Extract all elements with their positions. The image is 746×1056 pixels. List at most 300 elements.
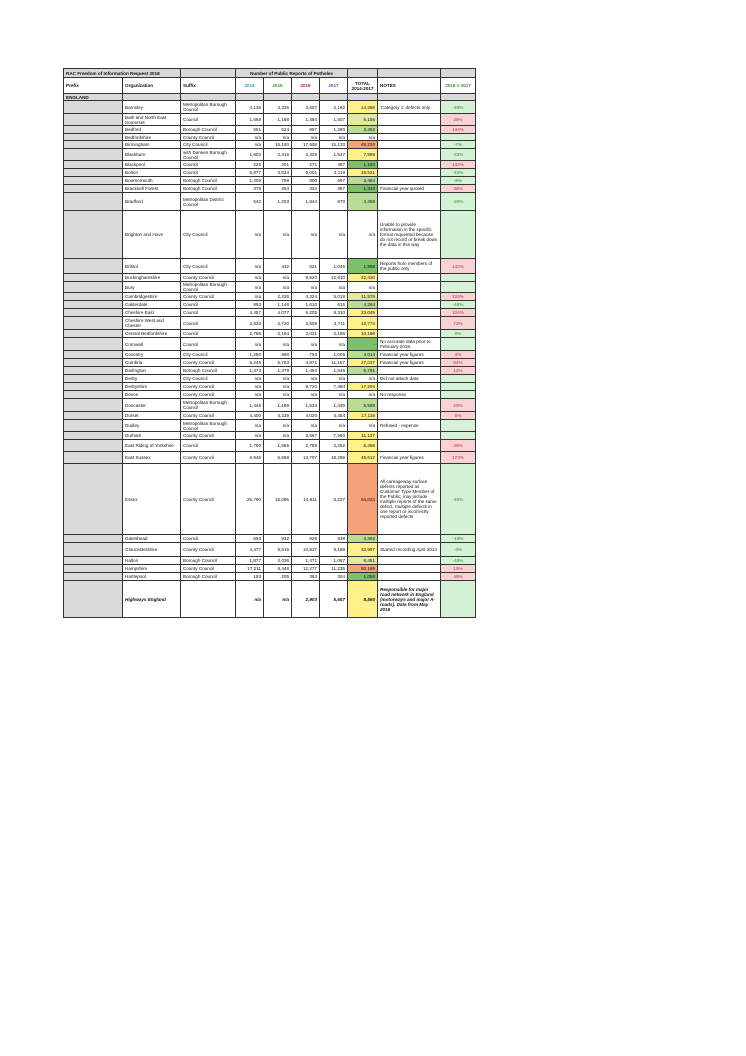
- notes-cell: [378, 169, 441, 177]
- total-cell: 1,998: [348, 259, 378, 274]
- change-cell: 0%: [441, 330, 476, 338]
- value-2014-cell: 378: [236, 185, 264, 193]
- value-2016-cell: n/a: [292, 211, 320, 259]
- suffix-cell: Council: [181, 301, 236, 309]
- value-2016-cell: 800: [292, 177, 320, 185]
- value-2016-cell: 3,509: [292, 317, 320, 330]
- value-2017-cell: 12,910: [320, 274, 348, 282]
- header-prefix: Prefix: [64, 78, 123, 94]
- value-2017-cell: n/a: [320, 282, 348, 293]
- table-row: [64, 383, 476, 391]
- value-2015-cell: n/a: [264, 420, 292, 432]
- value-2016-cell: n/a: [292, 282, 320, 293]
- value-2016-cell: 4,871: [292, 359, 320, 367]
- table-row: [64, 259, 476, 274]
- value-2016-cell: 6,205: [292, 309, 320, 317]
- value-2015-cell: n/a: [264, 383, 292, 391]
- total-cell: 10,196: [348, 330, 378, 338]
- value-2016-cell: 364: [292, 573, 320, 581]
- value-2016-cell: 2,329: [292, 149, 320, 161]
- value-2016-cell: 997: [292, 126, 320, 134]
- value-2017-cell: 2,252: [320, 440, 348, 452]
- value-2015-cell: 201: [264, 161, 292, 169]
- total-cell: 13,773: [348, 317, 378, 330]
- value-2017-cell: 4,711: [320, 317, 348, 330]
- suffix-cell: County Council: [181, 293, 236, 301]
- value-2016-cell: 2,903: [292, 581, 320, 618]
- value-2017-cell: 4,454: [320, 412, 348, 420]
- total-cell: 6,156: [348, 114, 378, 126]
- prefix-cell: [64, 452, 123, 464]
- change-cell: 5%: [441, 412, 476, 420]
- change-cell: -45%: [441, 464, 476, 535]
- value-2017-cell: 367: [320, 185, 348, 193]
- total-cell: 33,997: [348, 543, 378, 557]
- organization-cell: Cheshire West and Chester: [123, 317, 181, 330]
- notes-cell: All carriageway surface defects reported as Customer Type Member of the Public; may include multiple reports of the same defect, multiple defects in one report or incorrectly reported defects: [378, 464, 441, 535]
- suffix-cell: County Council: [181, 391, 236, 399]
- value-2016-cell: 3,607: [292, 101, 320, 114]
- change-cell: 94%: [441, 359, 476, 367]
- header-suffix: Suffix: [181, 78, 236, 94]
- value-2015-cell: 9,446: [264, 565, 292, 573]
- suffix-cell: County Council: [181, 359, 236, 367]
- value-2016-cell: 4,026: [292, 412, 320, 420]
- value-2017-cell: 2,119: [320, 169, 348, 177]
- organization-cell: Cheshire East: [123, 309, 181, 317]
- prefix-cell: [64, 535, 123, 543]
- value-2015-cell: 759: [264, 177, 292, 185]
- notes-cell: No accurate data prior to February 2018.: [378, 338, 441, 351]
- value-2014-cell: n/a: [236, 134, 264, 141]
- value-2015-cell: n/a: [264, 432, 292, 440]
- suffix-cell: City Council: [181, 259, 236, 274]
- suffix-cell: Metropolitan Borough Council: [181, 282, 236, 293]
- header-2014: 2014: [236, 78, 264, 94]
- suffix-cell: County Council: [181, 383, 236, 391]
- value-2017-cell: 11,157: [320, 359, 348, 367]
- total-cell: 5,599: [348, 399, 378, 412]
- change-cell: -10%: [441, 535, 476, 543]
- prefix-cell: [64, 185, 123, 193]
- suffix-cell: Council: [181, 330, 236, 338]
- notes-cell: [378, 149, 441, 161]
- change-cell: 35%: [441, 440, 476, 452]
- value-2015-cell: 1,166: [264, 114, 292, 126]
- table-row: [64, 399, 476, 412]
- value-2017-cell: 1,045: [320, 259, 348, 274]
- table-row: [64, 420, 476, 432]
- notes-cell: [378, 309, 441, 317]
- notes-cell: [378, 177, 441, 185]
- table-row: [64, 359, 476, 367]
- notes-cell: Financial year figures: [378, 351, 441, 359]
- value-2016-cell: 9,720: [292, 383, 320, 391]
- prefix-cell: [64, 134, 123, 141]
- value-2014-cell: 542: [236, 193, 264, 211]
- value-2014-cell: 1,669: [236, 114, 264, 126]
- table-row: [64, 367, 476, 375]
- notes-cell: [378, 114, 441, 126]
- value-2014-cell: 4,477: [236, 543, 264, 557]
- suffix-cell: Metropolitan Borough Council: [181, 101, 236, 114]
- prefix-cell: [64, 565, 123, 573]
- prefix-cell: [64, 420, 123, 432]
- suffix-cell: Council: [181, 161, 236, 169]
- value-2015-cell: n/a: [264, 581, 292, 618]
- change-cell: -3%: [441, 543, 476, 557]
- value-2016-cell: 928: [292, 535, 320, 543]
- value-2016-cell: n/a: [292, 391, 320, 399]
- prefix-cell: [64, 282, 123, 293]
- prefix-cell: [64, 391, 123, 399]
- change-cell: 48%: [441, 573, 476, 581]
- value-2017-cell: 487: [320, 161, 348, 169]
- value-2017-cell: 7,560: [320, 432, 348, 440]
- organization-cell: Halton: [123, 557, 181, 565]
- notes-cell: 'Category 1' defects only: [378, 101, 441, 114]
- notes-cell: [378, 301, 441, 309]
- header-notes: NOTES: [378, 78, 441, 94]
- suffix-cell: County Council: [181, 412, 236, 420]
- change-cell: 142%: [441, 161, 476, 169]
- table-row: [64, 211, 476, 259]
- value-2015-cell: 15,085: [264, 464, 292, 535]
- change-cell: 104%: [441, 309, 476, 317]
- organization-cell: Bournemouth: [123, 177, 181, 185]
- total-cell: n/a: [348, 375, 378, 383]
- suffix-cell: City Council: [181, 375, 236, 383]
- change-cell: [441, 581, 476, 618]
- value-2015-cell: 4,335: [264, 101, 292, 114]
- table-row: [64, 581, 476, 618]
- table-row: [64, 101, 476, 114]
- change-cell: [441, 274, 476, 282]
- value-2015-cell: 524: [264, 126, 292, 134]
- value-2017-cell: 2,186: [320, 330, 348, 338]
- table-row: [64, 317, 476, 330]
- prefix-cell: [64, 161, 123, 169]
- header-organization: Organization: [123, 78, 181, 94]
- organization-cell: Gloucestershire: [123, 543, 181, 557]
- organization-cell: Durham: [123, 432, 181, 440]
- value-2017-cell: 1,430: [320, 399, 348, 412]
- organization-cell: Dorset: [123, 412, 181, 420]
- prefix-cell: [64, 367, 123, 375]
- value-2015-cell: n/a: [264, 211, 292, 259]
- notes-cell: [378, 367, 441, 375]
- organization-cell: Doncaster: [123, 399, 181, 412]
- notes-cell: No response: [378, 391, 441, 399]
- suffix-cell: Council: [181, 338, 236, 351]
- value-2016-cell: 793: [292, 351, 320, 359]
- value-2017-cell: 839: [320, 535, 348, 543]
- value-2014-cell: 6,877: [236, 169, 264, 177]
- sheet-title: RAC Freedom of Information Request 2018: [64, 69, 181, 78]
- table-row: [64, 177, 476, 185]
- total-cell: 7,995: [348, 149, 378, 161]
- notes-cell: [378, 535, 441, 543]
- organization-cell: Brighton and Hove: [123, 211, 181, 259]
- change-cell: 142%: [441, 259, 476, 274]
- value-2016-cell: 1,471: [292, 557, 320, 565]
- header-2016: 2016: [292, 78, 320, 94]
- total-cell: 11,127: [348, 432, 378, 440]
- prefix-cell: [64, 141, 123, 149]
- total-cell: 3,392: [348, 535, 378, 543]
- prefix-cell: [64, 330, 123, 338]
- value-2014-cell: 4,400: [236, 412, 264, 420]
- table-row: [64, 391, 476, 399]
- table-row: [64, 432, 476, 440]
- value-2014-cell: 5,246: [236, 359, 264, 367]
- notes-cell: Unable to provide information in the specific format requested because do not record or break down the data in this way: [378, 211, 441, 259]
- value-2016-cell: n/a: [292, 134, 320, 141]
- value-2014-cell: 1,373: [236, 367, 264, 375]
- prefix-cell: [64, 440, 123, 452]
- prefix-cell: [64, 274, 123, 282]
- value-2014-cell: 651: [236, 126, 264, 134]
- prefix-cell: [64, 114, 123, 126]
- notes-cell: Refused - expense: [378, 420, 441, 432]
- suffix-cell: County Council: [181, 565, 236, 573]
- section-row: [64, 94, 476, 101]
- suffix-cell: Metropolitan District Council: [181, 193, 236, 211]
- value-2017-cell: 7,484: [320, 383, 348, 391]
- value-2014-cell: n/a: [236, 432, 264, 440]
- prefix-cell: [64, 351, 123, 359]
- value-2015-cell: 1,189: [264, 399, 292, 412]
- value-2015-cell: 1,146: [264, 301, 292, 309]
- value-2015-cell: 2,036: [264, 557, 292, 565]
- prefix-cell: [64, 383, 123, 391]
- organization-cell: Coventry: [123, 351, 181, 359]
- value-2015-cell: 6,698: [264, 452, 292, 464]
- section-label: ENGLAND: [64, 94, 123, 101]
- value-2017-cell: 697: [320, 177, 348, 185]
- table-row: [64, 293, 476, 301]
- total-cell: 5,791: [348, 367, 378, 375]
- notes-cell: [378, 293, 441, 301]
- table-row: [64, 573, 476, 581]
- organization-cell: Buckinghamshire: [123, 274, 181, 282]
- organization-cell: Highways England: [123, 581, 181, 618]
- total-cell: n/a: [348, 134, 378, 141]
- notes-cell: [378, 557, 441, 565]
- organization-cell: Derby: [123, 375, 181, 383]
- value-2016-cell: 521: [292, 259, 320, 274]
- suffix-cell: Borough Council: [181, 185, 236, 193]
- suffix-cell: City Council: [181, 211, 236, 259]
- change-cell: [441, 432, 476, 440]
- value-2015-cell: 4,077: [264, 309, 292, 317]
- notes-cell: [378, 282, 441, 293]
- suffix-cell: Borough Council: [181, 573, 236, 581]
- change-cell: 144%: [441, 126, 476, 134]
- value-2014-cell: 183: [236, 573, 264, 581]
- value-2017-cell: 15,133: [320, 141, 348, 149]
- value-2017-cell: 2,192: [320, 101, 348, 114]
- prefix-cell: [64, 573, 123, 581]
- value-2017-cell: 1,507: [320, 114, 348, 126]
- organization-cell: Bedfordshire: [123, 134, 181, 141]
- prefix-cell: [64, 177, 123, 185]
- notes-cell: Reports from members of the public only: [378, 259, 441, 274]
- total-cell: 8,560: [348, 581, 378, 618]
- value-2014-cell: 2,785: [236, 330, 264, 338]
- table-row: [64, 274, 476, 282]
- change-cell: -28%: [441, 193, 476, 211]
- value-2014-cell: n/a: [236, 375, 264, 383]
- value-2016-cell: 3,031: [292, 330, 320, 338]
- notes-cell: [378, 193, 441, 211]
- value-2017-cell: 1,547: [320, 149, 348, 161]
- suffix-cell: City Council: [181, 351, 236, 359]
- value-2014-cell: 1,209: [236, 177, 264, 185]
- table-row: [64, 557, 476, 565]
- total-cell: 50,169: [348, 565, 378, 573]
- total-cell: 1,343: [348, 185, 378, 193]
- organization-cell: Cambridgeshire: [123, 293, 181, 301]
- value-2015-cell: 1,203: [264, 193, 292, 211]
- value-2014-cell: 693: [236, 535, 264, 543]
- table-row: [64, 149, 476, 161]
- value-2017-cell: 1,545: [320, 367, 348, 375]
- value-2014-cell: 4,457: [236, 309, 264, 317]
- table-row: [64, 185, 476, 193]
- organization-cell: Calderdale: [123, 301, 181, 309]
- value-2016-cell: 6,001: [292, 169, 320, 177]
- value-2014-cell: n/a: [236, 581, 264, 618]
- value-2017-cell: n/a: [320, 420, 348, 432]
- total-cell: n/a: [348, 391, 378, 399]
- total-cell: 27,037: [348, 359, 378, 367]
- prefix-cell: [64, 193, 123, 211]
- value-2016-cell: 3,567: [292, 432, 320, 440]
- notes-cell: [378, 412, 441, 420]
- header-2017: 2017: [320, 78, 348, 94]
- value-2016-cell: 2,789: [292, 440, 320, 452]
- change-cell: 12%: [441, 367, 476, 375]
- value-2015-cell: 16,193: [264, 141, 292, 149]
- organization-cell: Bracknell Forest: [123, 185, 181, 193]
- table-row: [64, 535, 476, 543]
- header-change: 2015 v 2017: [441, 78, 476, 94]
- value-2014-cell: n/a: [236, 141, 264, 149]
- organization-cell: Darlington: [123, 367, 181, 375]
- value-2015-cell: 205: [264, 573, 292, 581]
- value-2014-cell: n/a: [236, 211, 264, 259]
- notes-cell: [378, 274, 441, 282]
- value-2015-cell: 264: [264, 185, 292, 193]
- value-2017-cell: n/a: [320, 134, 348, 141]
- table-row: [64, 193, 476, 211]
- value-2015-cell: n/a: [264, 134, 292, 141]
- notes-cell: [378, 330, 441, 338]
- suffix-cell: County Council: [181, 134, 236, 141]
- value-2016-cell: n/a: [292, 420, 320, 432]
- notes-cell: [378, 565, 441, 573]
- change-cell: 29%: [441, 114, 476, 126]
- organization-cell: Central Bedfordshire: [123, 330, 181, 338]
- value-2016-cell: n/a: [292, 375, 320, 383]
- notes-cell: [378, 317, 441, 330]
- prefix-cell: [64, 432, 123, 440]
- total-cell: 45,612: [348, 452, 378, 464]
- value-2017-cell: n/a: [320, 211, 348, 259]
- prefix-cell: [64, 581, 123, 618]
- organization-cell: Bedford: [123, 126, 181, 134]
- suffix-cell: Borough Council: [181, 126, 236, 134]
- notes-cell: [378, 161, 441, 169]
- value-2015-cell: 2,720: [264, 317, 292, 330]
- table-row: [64, 114, 476, 126]
- prefix-cell: [64, 317, 123, 330]
- suffix-cell: Metropolitan Borough Council: [181, 420, 236, 432]
- change-cell: -49%: [441, 101, 476, 114]
- prefix-cell: [64, 293, 123, 301]
- total-cell: 11,578: [348, 293, 378, 301]
- change-cell: -46%: [441, 301, 476, 309]
- value-2016-cell: 1,494: [292, 114, 320, 126]
- change-cell: [441, 282, 476, 293]
- value-2017-cell: 11,235: [320, 565, 348, 573]
- value-2014-cell: n/a: [236, 383, 264, 391]
- change-cell: [441, 211, 476, 259]
- suffix-cell: [181, 581, 236, 618]
- value-2014-cell: n/a: [236, 420, 264, 432]
- value-2015-cell: n/a: [264, 274, 292, 282]
- prefix-cell: [64, 557, 123, 565]
- value-2016-cell: 1,494: [292, 367, 320, 375]
- table-row: [64, 565, 476, 573]
- prefix-cell: [64, 399, 123, 412]
- value-2014-cell: n/a: [236, 391, 264, 399]
- total-cell: 14,269: [348, 101, 378, 114]
- value-2015-cell: n/a: [264, 375, 292, 383]
- total-cell: 3,464: [348, 177, 378, 185]
- organization-cell: Derbyshire: [123, 383, 181, 391]
- total-cell: n/a: [348, 211, 378, 259]
- total-cell: 4,014: [348, 351, 378, 359]
- value-2016-cell: 13,707: [292, 452, 320, 464]
- value-2015-cell: 932: [264, 535, 292, 543]
- notes-cell: Started recording April 2014: [378, 543, 441, 557]
- value-2014-cell: n/a: [236, 282, 264, 293]
- value-2016-cell: 271: [292, 161, 320, 169]
- total-cell: 17,204: [348, 383, 378, 391]
- table-row: [64, 134, 476, 141]
- value-2016-cell: 17,908: [292, 141, 320, 149]
- total-cell: 49,234: [348, 141, 378, 149]
- notes-cell: Financial year figures: [378, 359, 441, 367]
- value-2015-cell: 9,515: [264, 543, 292, 557]
- value-2017-cell: 9,188: [320, 543, 348, 557]
- prefix-cell: [64, 543, 123, 557]
- notes-cell: Financial year figures: [378, 452, 441, 464]
- table-row: [64, 141, 476, 149]
- value-2014-cell: 2,833: [236, 317, 264, 330]
- value-2015-cell: 2,236: [264, 293, 292, 301]
- value-2014-cell: 17,211: [236, 565, 264, 573]
- organization-cell: Hampshire: [123, 565, 181, 573]
- prefix-cell: [64, 359, 123, 367]
- value-2015-cell: n/a: [264, 391, 292, 399]
- value-2014-cell: 25,790: [236, 464, 264, 535]
- prefix-cell: [64, 338, 123, 351]
- suffix-cell: Borough Council: [181, 557, 236, 565]
- organization-cell: Hartlepool: [123, 573, 181, 581]
